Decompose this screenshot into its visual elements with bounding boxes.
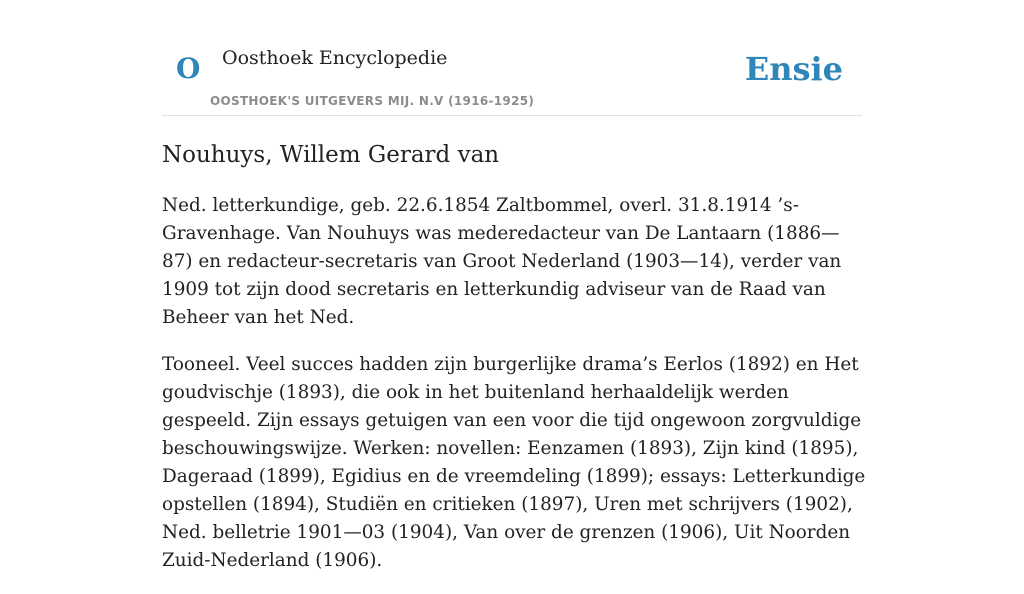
ensie-logo-link[interactable]: Ensie: [744, 50, 843, 88]
publisher-label: OOSTHOEK'S UITGEVERS MIJ. N.V (1916-1925): [210, 94, 535, 108]
book-title[interactable]: Oosthoek Encyclopedie: [222, 47, 448, 69]
article-title: Nouhuys, Willem Gerard van: [162, 142, 500, 168]
header: [162, 0, 862, 116]
article-paragraph: Tooneel. Veel succes hadden zijn burgerlijke drama’s Eerlos (1892) en Het goudvischje (1893), die ook in het buitenland herhaaldelijk werden gespeeld. Zijn essays getuigen van een voor die tijd ongewoon zorgvuldige beschouwingswijze. Werken: novellen: Eenzamen (1893), Zijn kind (1895), Dageraad (1899), Egidius en de vreemdeling (1899); essays: Letterkundige opstellen (1894), Studiën en critieken (1897), Uren met schrijvers (1902), Ned. belletrie 1901—03 (1904), Van over de grenzen (1906), Uit Noorden Zuid-Nederland (1906).: [162, 354, 866, 571]
page: [162, 0, 866, 571]
article-body: [162, 192, 867, 594]
article-paragraph: Ned. letterkundige, geb. 22.6.1854 Zaltbommel, overl. 31.8.1914 ’s-Gravenhage. Van Nouhuys was mederedacteur van De Lantaarn (1886—87) en redacteur-secretaris van Groot Nederland (1903—14), verder van 1909 tot zijn dood secretaris en letterkundig adviseur van de Raad van Beheer van het Ned.: [162, 195, 842, 328]
book-logo[interactable]: O: [176, 52, 201, 85]
